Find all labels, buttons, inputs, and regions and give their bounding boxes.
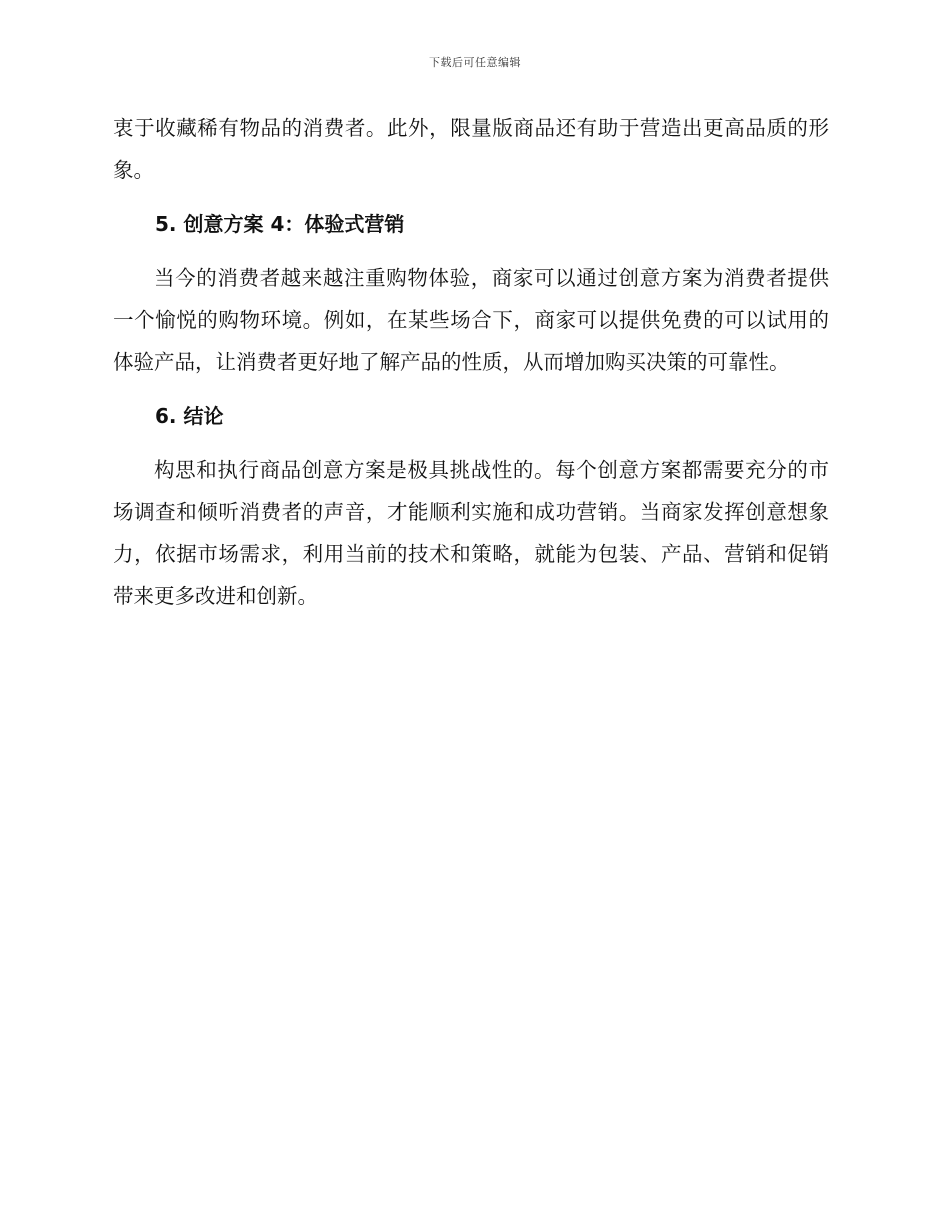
page-header: 下载后可任意编辑 [429,56,521,69]
intro-paragraph: 衷于收藏稀有物品的消费者。此外，限量版商品还有助于营造出更高品质的形象。 [113,116,829,182]
section-5-paragraph: 当今的消费者越来越注重购物体验，商家可以通过创意方案为消费者提供一个愉悦的购物环境。例如，在某些场合下，商家可以提供免费的可以试用的体验产品，让消费者更好地了解产品的性质，从而增加购买决策的可靠性。 [113,266,829,374]
section-5-heading: 5. 创意方案 4：体验式营销 [155,212,405,236]
section-6-heading: 6. 结论 [155,404,224,428]
document-body [113,107,829,617]
section-6-paragraph: 构思和执行商品创意方案是极具挑战性的。每个创意方案都需要充分的市场调查和倾听消费者的声音，才能顺利实施和成功营销。当商家发挥创意想象力，依据市场需求，利用当前的技术和策略，就能为包装、产品、营销和促销带来更多改进和创新。 [113,458,829,608]
